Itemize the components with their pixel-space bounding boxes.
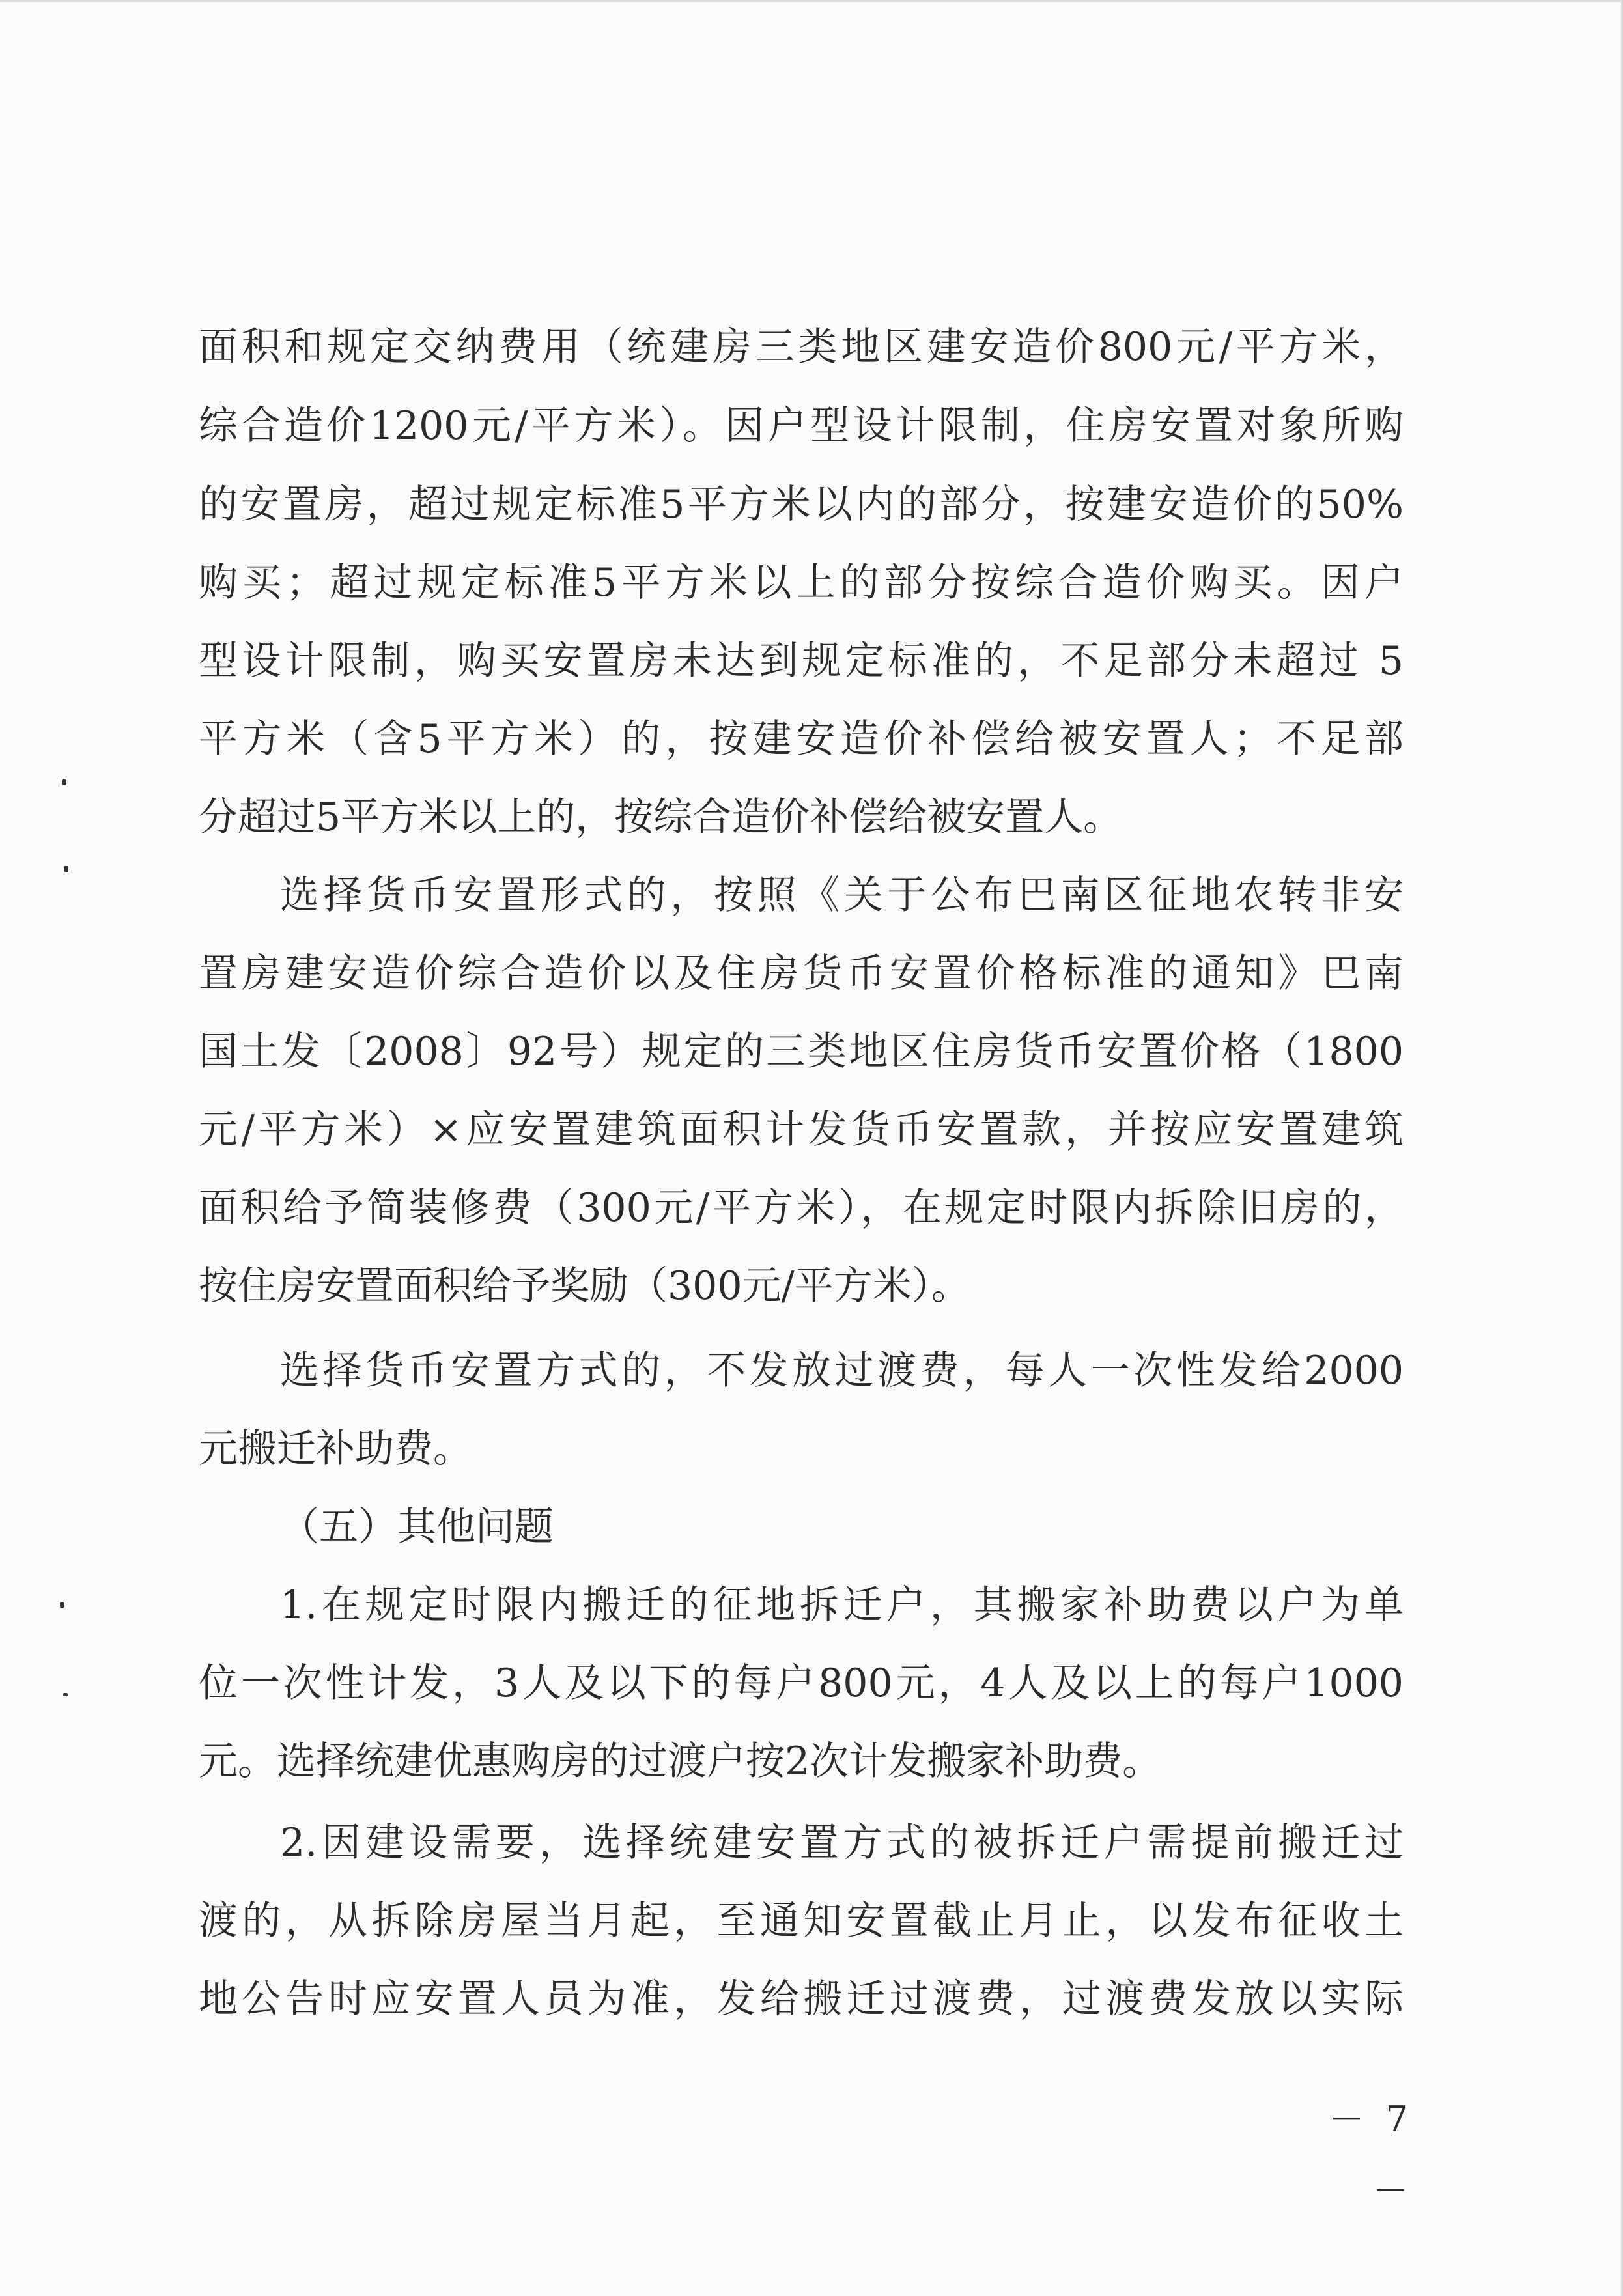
page-number: － 7 － [1329,2099,1413,2211]
text-line: 元/平方米）×应安置建筑面积计发货币安置款，并按应安置建筑 [199,1107,1404,1153]
section-heading: （五）其他问题 [280,1504,554,1550]
text-line: 1.在规定时限内搬迁的征地拆迁户，其搬家补助费以户为单 [280,1582,1404,1628]
text-line: 平方米（含5平方米）的，按建安造价补偿给被安置人；不足部 [199,716,1404,762]
text-line: 渡的，从拆除房屋当月起，至通知安置截止月止，以发布征收土 [199,1898,1404,1944]
text-line: 国土发〔2008〕92号）规定的三类地区住房货币安置价格（1800 [199,1029,1404,1074]
text-line: 综合造价1200元/平方米）。因户型设计限制，住房安置对象所购 [199,403,1404,449]
binding-hole-mark [60,1602,64,1608]
text-line: 分超过5平方米以上的，按综合造价补偿给被安置人。 [199,794,1123,840]
text-line: 位一次性计发，3人及以下的每户800元，4人及以上的每户1000 [199,1660,1404,1706]
text-line: 元搬迁补助费。 [199,1426,472,1472]
text-line: 面积给予简装修费（300元/平方米），在规定时限内拆除旧房的， [199,1185,1404,1231]
text-line: 选择货币安置形式的，按照《关于公布巴南区征地农转非安 [280,873,1404,918]
binding-hole-mark [62,779,66,785]
text-line: 元。选择统建优惠购房的过渡户按2次计发搬家补助费。 [199,1739,1162,1784]
text-line: 选择货币安置方式的，不发放过渡费，每人一次性发给2000 [280,1348,1404,1393]
text-line: 购买；超过规定标准5平方米以上的部分按综合造价购买。因户 [199,560,1404,606]
text-line: 地公告时应安置人员为准，发给搬迁过渡费，过渡费发放以实际 [199,1976,1404,2022]
text-line: 面积和规定交纳费用（统建房三类地区建安造价800元/平方米， [199,324,1404,370]
text-line: 的安置房，超过规定标准5平方米以内的部分，按建安造价的50% [199,482,1404,527]
text-line: 型设计限制，购买安置房未达到规定标准的，不足部分未超过 5 [199,638,1404,684]
text-line: 置房建安造价综合造价以及住房货币安置价格标准的通知》巴南 [199,951,1404,996]
text-line: 按住房安置面积给予奖励（300元/平方米）。 [199,1263,970,1309]
binding-hole-mark [64,866,68,872]
text-line: 2.因建设需要，选择统建安置方式的被拆迁户需提前搬迁过 [280,1820,1404,1866]
binding-hole-mark [63,1693,68,1696]
page-top-edge [0,0,1623,2]
